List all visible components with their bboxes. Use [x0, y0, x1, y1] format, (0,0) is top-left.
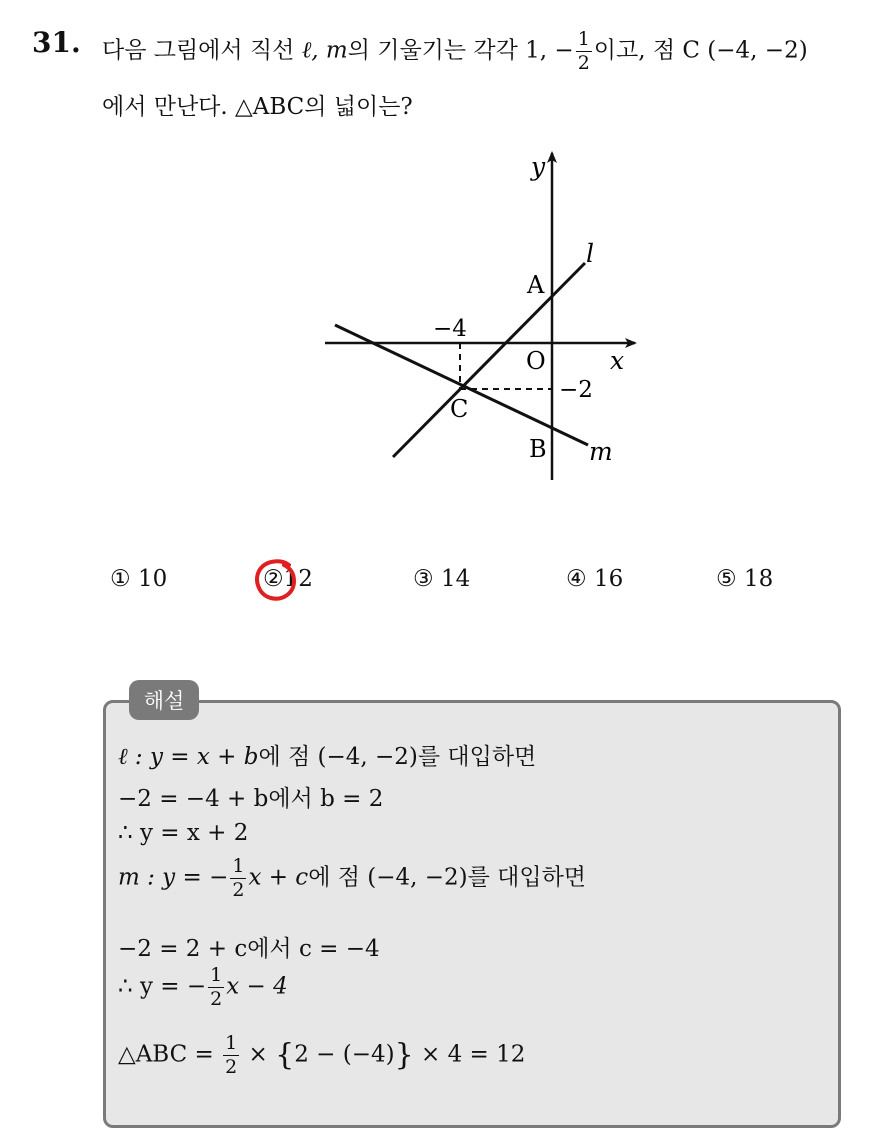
solution-line-3-math: ∴ y = x + 2	[118, 820, 249, 846]
solution-line-2-text: 에서 b = 2	[268, 786, 384, 812]
solution-line-4-num: 1	[232, 855, 245, 877]
point-c-label: C	[450, 395, 469, 423]
solution-line-3	[118, 820, 248, 846]
solution-line-4-text: 에 점 (−4, −2)를 대입하면	[308, 864, 587, 891]
solution-line-6-fraction	[208, 966, 224, 1009]
solution-line-1-math: ℓ : y = x + b	[118, 744, 259, 770]
solution-line-7-inner: 2 − (−4)	[294, 1041, 395, 1068]
choice-4[interactable]	[566, 566, 623, 592]
solution-line-7-brace-close: }	[394, 1037, 414, 1073]
line-m-label: m	[589, 437, 613, 466]
coordinate-figure	[300, 145, 660, 490]
solution-line-4-fraction	[230, 857, 246, 900]
solution-tab: 해설	[129, 680, 199, 720]
solution-line-4-math-b: x + c	[248, 864, 309, 891]
choice-1[interactable]	[110, 566, 167, 592]
point-a-label: A	[527, 271, 545, 299]
question-number: 31.	[32, 26, 81, 59]
question-text-c: 이고, 점 C (−4, −2)	[593, 37, 808, 64]
solution-line-4-math-a: m : y = −	[118, 864, 229, 891]
line-l-label: l	[586, 239, 594, 268]
solution-line-7-math-b: ×	[241, 1041, 276, 1068]
solution-line-6-den: 2	[210, 988, 223, 1010]
slope-numerator: 1	[577, 28, 590, 50]
question-line-2: 에서 만난다. △ABC의 넓이는?	[102, 94, 413, 120]
solution-line-1	[118, 738, 536, 771]
question-line-vars: ℓ, m	[301, 37, 348, 64]
solution-line-7-num: 1	[225, 1032, 238, 1054]
solution-line-5-math: −2 = 2 + c	[118, 936, 248, 962]
selected-answer-circle	[253, 557, 299, 603]
choice-2-marker: ②	[263, 566, 284, 592]
point-b-label: B	[529, 435, 547, 463]
solution-line-5	[118, 930, 380, 963]
choice-5[interactable]	[716, 566, 773, 592]
y-axis-label: y	[531, 152, 546, 181]
choice-5-value: 18	[743, 566, 774, 592]
choice-1-value: 10	[137, 566, 168, 592]
question-text-a: 다음 그림에서 직선	[102, 37, 295, 64]
solution-line-7-den: 2	[225, 1056, 238, 1078]
solution-line-7-math-c: × 4 = 12	[413, 1041, 526, 1068]
choice-3-marker: ③	[413, 566, 434, 592]
choice-3-value: 14	[440, 566, 471, 592]
slope-denominator: 2	[577, 52, 590, 74]
solution-line-2-math: −2 = −4 + b	[118, 786, 269, 812]
question-text-b: 의 기울기는 각각 1, −	[347, 37, 574, 64]
solution-line-7-brace-open: {	[275, 1037, 295, 1073]
solution-line-4	[118, 857, 586, 900]
choice-4-marker: ④	[566, 566, 587, 592]
x-tick-label: −4	[433, 316, 467, 342]
x-axis-label: x	[610, 346, 625, 375]
slope-fraction	[576, 30, 592, 73]
solution-line-6-math-b: x − 4	[226, 973, 288, 1000]
solution-line-7-fraction	[223, 1034, 239, 1077]
choice-1-marker: ①	[110, 566, 131, 592]
solution-line-7-math-a: △ABC =	[118, 1041, 222, 1068]
solution-line-7	[118, 1034, 525, 1077]
solution-line-1-text: 에 점 (−4, −2)를 대입하면	[258, 744, 537, 770]
solution-line-4-den: 2	[232, 879, 245, 901]
solution-line-6-math-a: ∴ y = −	[118, 973, 207, 1000]
choice-4-value: 16	[593, 566, 624, 592]
origin-label: O	[526, 347, 546, 375]
question-line-1	[102, 30, 808, 73]
choice-2-value: 12	[283, 566, 313, 592]
choice-5-marker: ⑤	[716, 566, 737, 592]
y-tick-label: −2	[559, 377, 593, 403]
solution-line-6	[118, 966, 288, 1009]
solution-line-6-num: 1	[210, 964, 223, 986]
solution-line-5-text: 에서 c = −4	[247, 936, 380, 962]
choice-3[interactable]	[413, 566, 470, 592]
line-l	[393, 263, 585, 457]
solution-line-2	[118, 780, 383, 813]
